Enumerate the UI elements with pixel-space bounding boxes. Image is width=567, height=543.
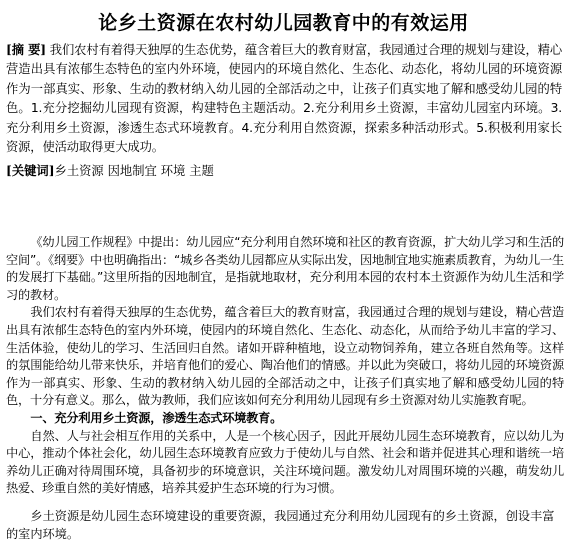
body-paragraph: 《幼儿园工作规程》中提出：幼儿园应“充分利用自然环境和社区的教育资源，扩大幼儿学习和生活的空间”。《纲要》中也明确指出：“城乡各类幼儿园都应从实际出发，因地制宜地实施素质教育，为幼儿一生的发展打下基础。”这里所指的因地制宜，是指就地取材，充分利用本园的农村本土资源作为幼儿生活和学习的教材。 [6, 235, 564, 302]
section-heading: 一、充分利用乡土资源，渗透生态式环境教育。 [30, 410, 283, 425]
abstract-text: 我们农村有着得天独厚的生态优势，蕴含着巨大的教育财富，我园通过合理的规划与建设，精心营造出具有浓郁生态特色的室内外环境，使园内的环境自然化、生态化、动态化，将幼儿园的环境资源作为一部真实、形象、生动的教材纳入幼儿园的全部活动之中，让孩子们真实地了解和感受幼儿园的特色。1.充分挖掘幼儿园现有资源，构建特色主题活动。2.充分利用乡土资源，丰富幼儿园室内环境。3.充分利用乡土资源，渗透生态式环境教育。4.充分利用自然资源，探索多种活动形式。5.积极利用家长资源，使活动取得更大成功。 [6, 43, 562, 155]
document-title: 论乡土资源在农村幼儿园教育中的有效运用 [98, 12, 469, 34]
body-paragraph-partial: 乡土资源是幼儿园生态环境建设的重要资源，我园通过充分利用幼儿园现有的乡土资源，创设丰富的室内环境。 [6, 509, 555, 541]
keywords-label: [关键词] [6, 163, 55, 178]
keywords-text: 乡土资源 因地制宜 环境 主题 [54, 164, 214, 178]
document-body [6, 234, 564, 498]
cutoff-paragraph [6, 509, 562, 541]
keywords-section [6, 161, 562, 181]
body-paragraph: 自然、人与社会相互作用的关系中，人是一个核心因子，因此开展幼儿园生态环境教育，应以幼儿为中心，推动个体社会化，幼儿园生态环境教育应致力于使幼儿与自然、社会和谐并促进其心理和谐统一培养幼儿正确对待周围环境，具备初步的环境意识，关注环境问题。激发幼儿对周围环境的兴趣，萌发幼儿热爱、珍重自然的美好情感，培养其爱护生态环境的行为习惯。 [6, 428, 564, 496]
body-paragraph: 我们农村有着得天独厚的生态优势，蕴含着巨大的教育财富，我园通过合理的规划与建设，精心营造出具有浓郁生态特色的室内外环境，使园内的环境自然化、生态化、动态化，从而给予幼儿丰富的学习、生活体验，使幼儿的学习、生活回归自然。诸如开辟种植地，设立动物饲养角，建立各班自然角等。这样的氛围能给幼儿带来快乐，并培育他们的爱心、陶冶他们的情感。并以此为突破口，将幼儿园的环境资源作为一部真实、形象、生动的教材纳入幼儿园的全部活动之中，让孩子们真实地了解和感受幼儿园的特色，十分有意义。那么，做为教师，我们应该如何充分利用幼儿园现有乡土资源对幼儿实施教育呢。 [6, 305, 564, 408]
abstract-section [6, 40, 562, 157]
abstract-label: [摘 要] [6, 42, 46, 57]
